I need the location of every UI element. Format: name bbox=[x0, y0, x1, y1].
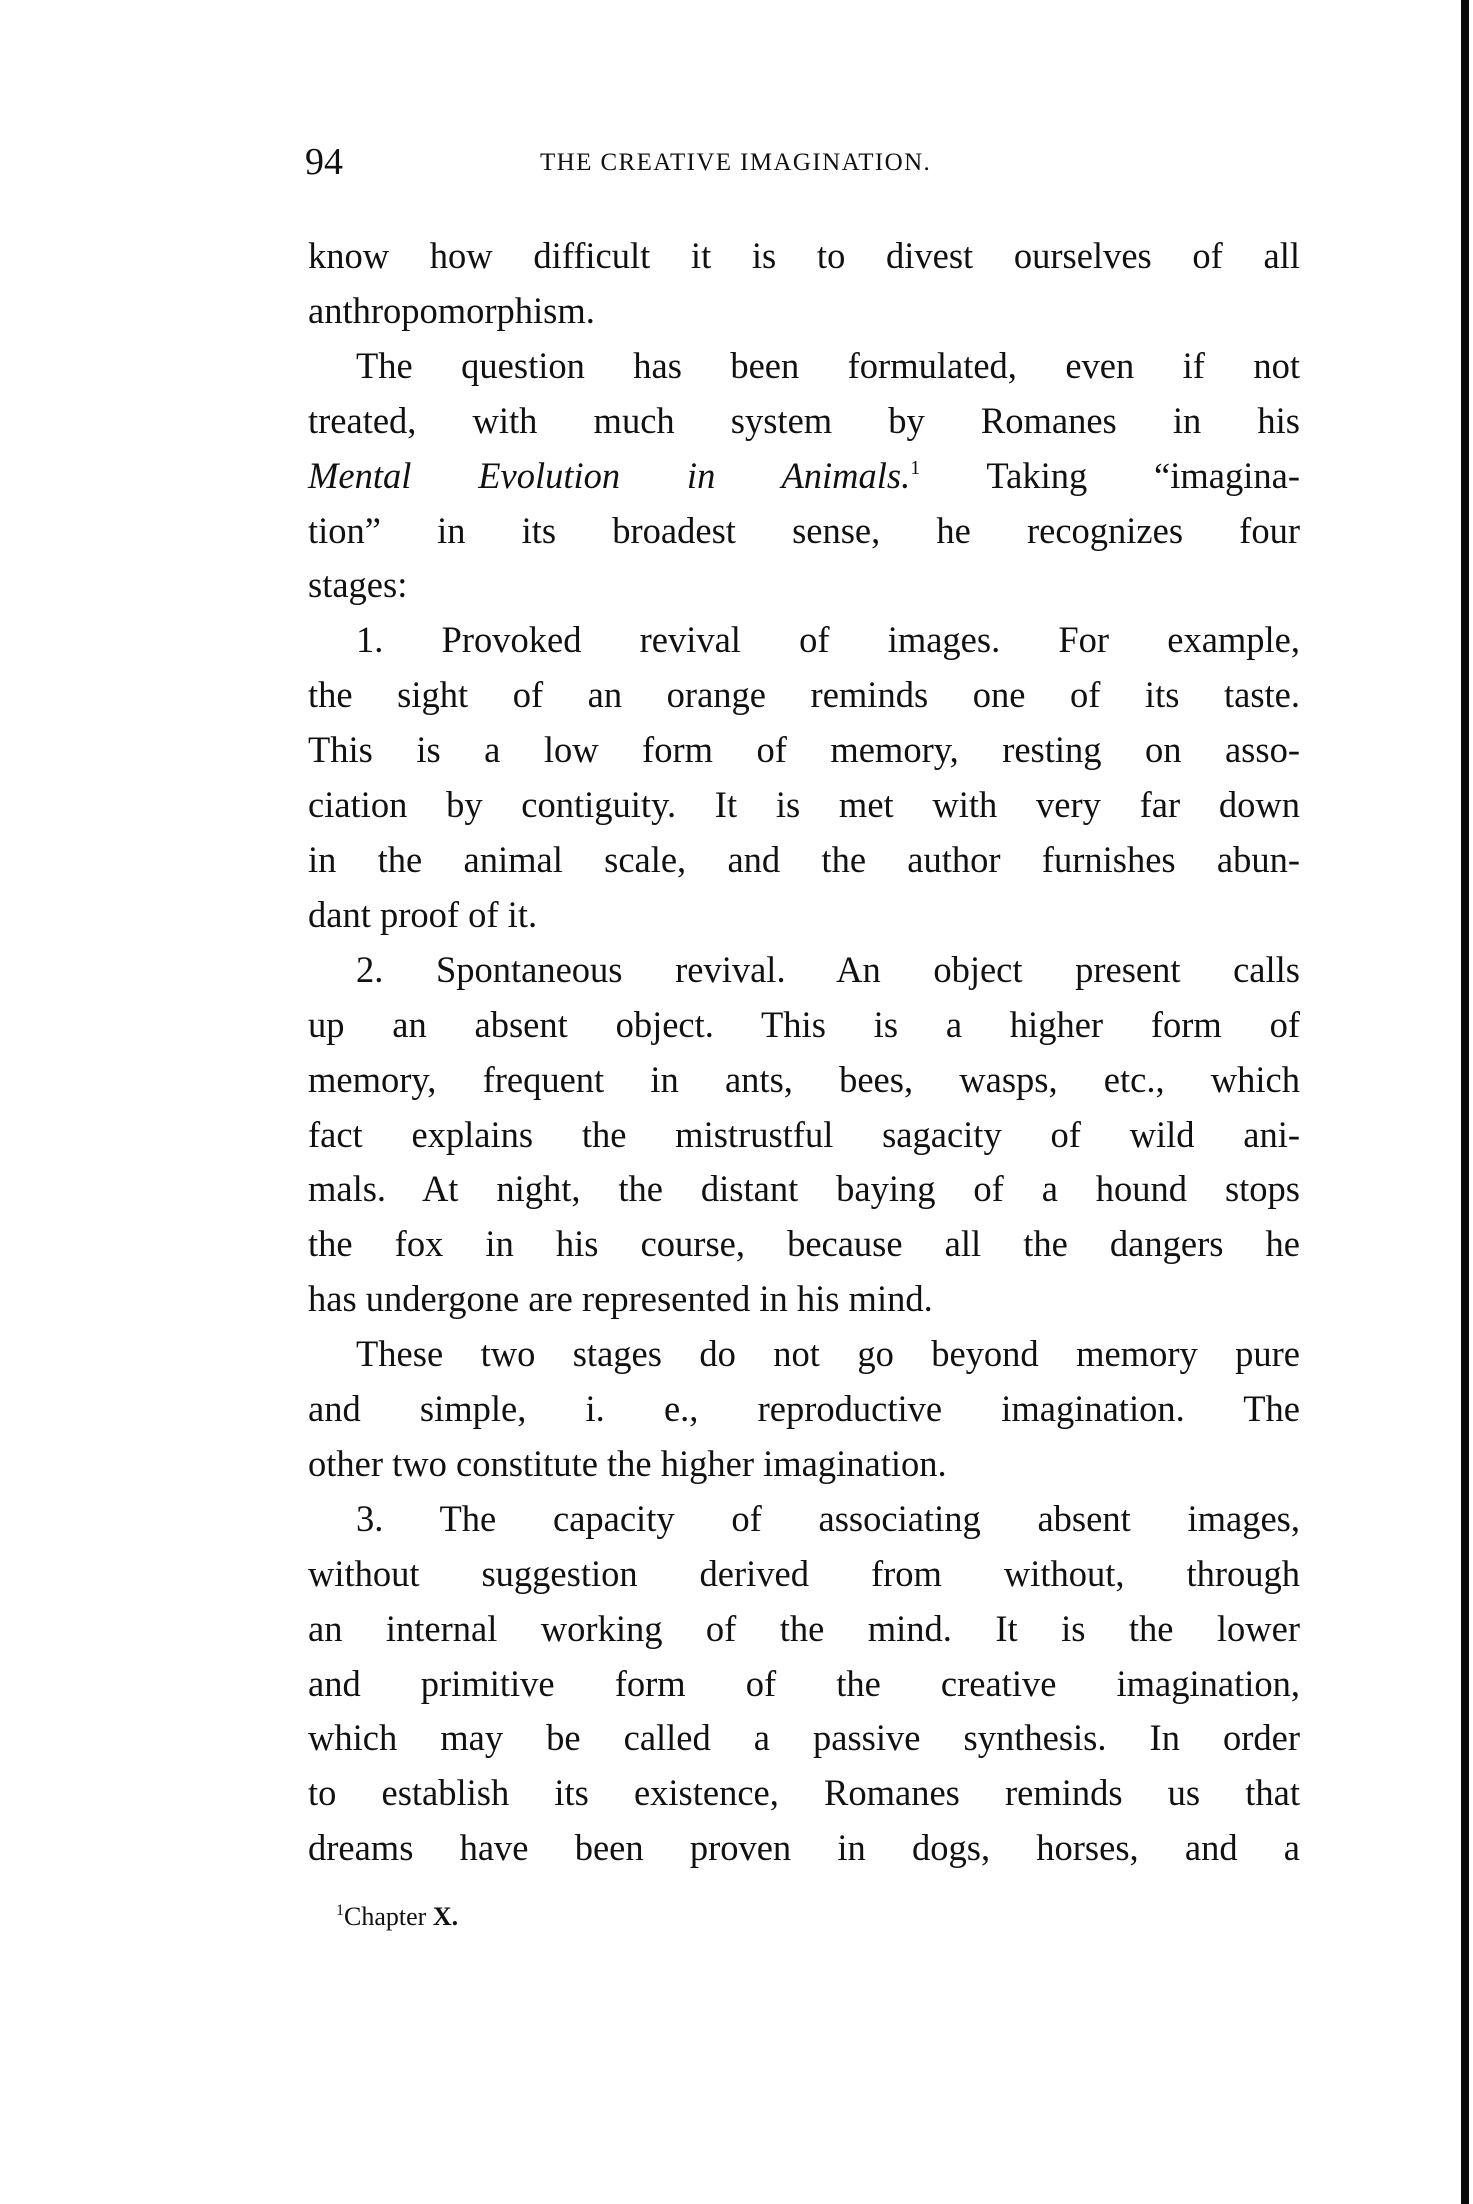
text-line: has undergone are represented in his mind. bbox=[308, 1278, 933, 1320]
text-line: treated, with much system by Romanes in his bbox=[308, 399, 1300, 441]
scan-edge-bar bbox=[1461, 0, 1469, 2204]
text-line: 3. The capacity of associating absent images, bbox=[356, 1497, 1300, 1539]
text-line: These two stages do not go beyond memory pure bbox=[356, 1333, 1300, 1375]
text-line: an internal working of the mind. It is the lower bbox=[308, 1607, 1300, 1649]
text-line: without suggestion derived from without, through bbox=[308, 1552, 1300, 1594]
text-line: memory, frequent in ants, bees, wasps, etc., which bbox=[308, 1058, 1300, 1100]
text-line: the fox in his course, because all the dangers he bbox=[308, 1223, 1300, 1265]
text-line: mals. At night, the distant baying of a hound stops bbox=[308, 1168, 1300, 1210]
text-line: dant proof of it. bbox=[308, 893, 538, 935]
text-line: dreams have been proven in dogs, horses, and a bbox=[308, 1827, 1300, 1869]
footnote bbox=[336, 1900, 458, 1934]
footnote-reference[interactable]: 1 bbox=[910, 456, 921, 479]
paragraph-summary bbox=[308, 1327, 1300, 1492]
body-text bbox=[308, 229, 1300, 1876]
footnote-marker: 1 bbox=[336, 1902, 344, 1919]
text-line: stages: bbox=[308, 564, 408, 606]
text-fragment: Taking “imagina- bbox=[920, 454, 1300, 496]
text-line: the sight of an orange reminds one of its taste. bbox=[308, 674, 1300, 716]
running-head bbox=[305, 140, 1300, 184]
page-number: 94 bbox=[305, 141, 343, 183]
text-line: 2. Spontaneous revival. An object present calls bbox=[356, 948, 1300, 990]
paragraph-stage-2 bbox=[308, 943, 1300, 1327]
text-line: The question has been formulated, even if not bbox=[356, 344, 1300, 386]
text-line: and primitive form of the creative imagination, bbox=[308, 1662, 1300, 1704]
footnote-chapter-numeral: X. bbox=[432, 1902, 459, 1931]
paragraph-continuation bbox=[308, 229, 1300, 339]
text-line: know how difficult it is to divest ourselves of all bbox=[308, 235, 1300, 276]
text-line: in the animal scale, and the author furnishes abun- bbox=[308, 838, 1300, 880]
text-line: anthropomorphism. bbox=[308, 289, 595, 331]
text-line: which may be called a passive synthesis. In order bbox=[308, 1717, 1300, 1759]
paragraph-romanes bbox=[308, 339, 1300, 614]
text-line: fact explains the mistrustful sagacity of wild ani- bbox=[308, 1113, 1300, 1155]
paragraph-stage-3 bbox=[308, 1492, 1300, 1876]
text-line bbox=[308, 449, 1300, 504]
paragraph-stage-1 bbox=[308, 613, 1300, 942]
text-line: and simple, i. e., reproductive imagination. The bbox=[308, 1388, 1300, 1430]
text-line: other two constitute the higher imagination. bbox=[308, 1442, 947, 1484]
text-line: up an absent object. This is a higher form of bbox=[308, 1003, 1300, 1045]
text-line: to establish its existence, Romanes reminds us that bbox=[308, 1772, 1300, 1814]
text-line: tion” in its broadest sense, he recognizes four bbox=[308, 509, 1300, 551]
text-line: ciation by contiguity. It is met with very far down bbox=[308, 784, 1300, 826]
text-line: 1. Provoked revival of images. For example, bbox=[356, 619, 1300, 661]
book-title: Mental Evolution in Animals. bbox=[308, 454, 911, 496]
text-line: This is a low form of memory, resting on asso- bbox=[308, 729, 1300, 771]
footnote-text: Chapter bbox=[344, 1902, 433, 1931]
running-title: THE CREATIVE IMAGINATION. bbox=[540, 149, 932, 176]
